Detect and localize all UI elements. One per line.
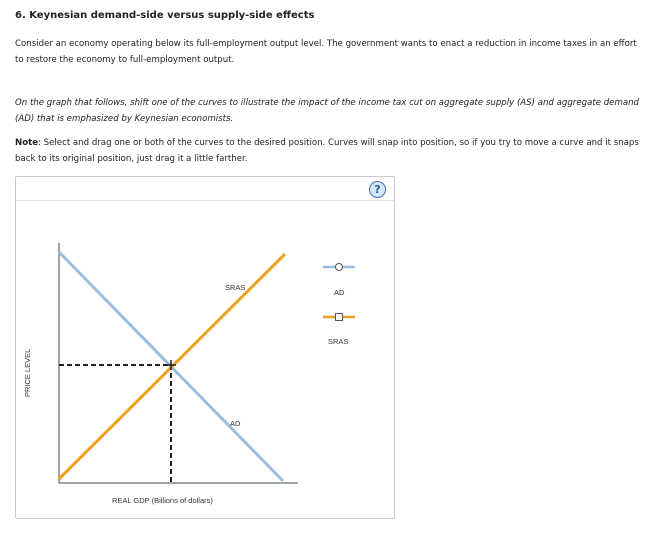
question-note: [15, 135, 645, 167]
question-title: 6. Keynesian demand-side versus supply-side effects: [15, 10, 315, 21]
legend-ad-tool[interactable]: [323, 264, 355, 298]
legend-ad-label: AD: [334, 288, 345, 297]
note-label: Note: [15, 138, 39, 148]
legend-sras-tool[interactable]: [323, 314, 355, 347]
graph-area: [16, 177, 394, 518]
note-text: : Select and drag one or both of the curves to the desired position. Curves will snap into position, so if you try to move a curve and it snaps back to its original position, just drag it a little farther.: [15, 138, 639, 164]
sras-curve-label: SRAS: [225, 283, 246, 292]
circle-marker-icon: [336, 264, 343, 271]
legend-sras-label: SRAS: [328, 337, 349, 346]
y-axis-label: PRICE LEVEL: [23, 348, 32, 397]
x-axis-label: REAL GDP (Billions of dollars): [112, 496, 213, 505]
question-instruction: On the graph that follows, shift one of the curves to illustrate the impact of the income tax cut on aggregate supply (AS) and aggregate demand (AD) that is emphasized by Keynesian economists.: [15, 98, 639, 124]
graph-panel: [15, 176, 395, 519]
help-icon[interactable]: ?: [369, 181, 386, 198]
ad-curve-label: AD: [230, 419, 241, 428]
question-intro: Consider an economy operating below its full-employment output level. The government wants to enact a reduction in income taxes in an effort to restore the economy to full-employment output.: [15, 39, 637, 65]
square-marker-icon: [336, 314, 343, 321]
